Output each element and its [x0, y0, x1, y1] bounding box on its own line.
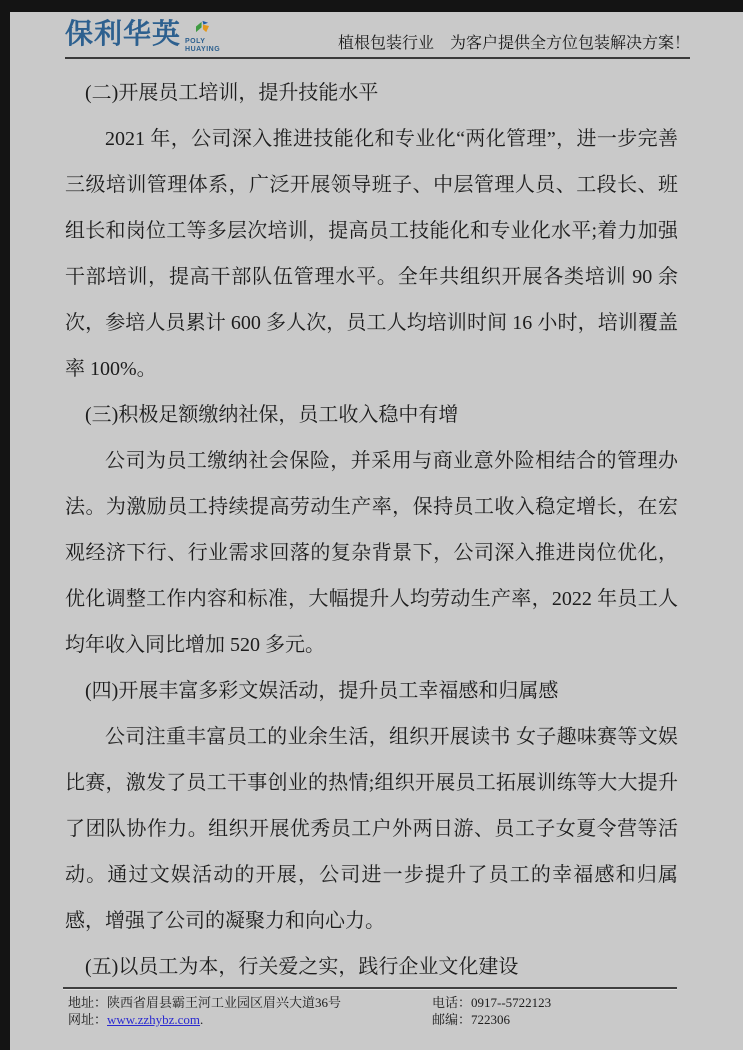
- logo-wordmark: 保利华英: [65, 17, 182, 49]
- page-header: [65, 18, 690, 59]
- logo-pinwheel-icon: [195, 20, 210, 37]
- footer-website-link[interactable]: www.zzhybz.com: [107, 1012, 201, 1027]
- section-heading: (二)开展员工培训，提升技能水平: [85, 82, 379, 104]
- scan-edge-left: [0, 0, 10, 1050]
- body-paragraph: 公司为员工缴纳社会保险，并采用与商业意外险相结合的管理办法。为激励员工持续提高劳动生产率，保持员工收入稳定增长，在宏观经济下行、行业需求回落的复杂背景下，公司深入推进岗位优化，优化调整工作内容和标准，大幅提升人均劳动生产率，2022 年员工人均年收入同比增加 520 多元。: [65, 450, 678, 656]
- document-body: [65, 70, 678, 990]
- logo-subtext-poly: POLY: [185, 37, 206, 45]
- footer-website-label: 网址：: [68, 1012, 108, 1027]
- footer-website-suffix: .: [200, 1012, 204, 1027]
- scan-edge-top: [0, 0, 743, 12]
- body-paragraph: 公司注重丰富员工的业余生活，组织开展读书 女子趣味赛等文娱比赛，激发了员工干事创业的热情;组织开展员工拓展训练等大大提升了团队协作力。组织开展优秀员工户外两日游、员工子女夏令营等活动。通过文娱活动的开展，公司进一步提升了员工的幸福感和归属感，增强了公司的凝聚力和向心力。: [65, 726, 678, 932]
- footer-postal-code: 邮编：722306: [432, 1012, 511, 1027]
- page-footer: [63, 987, 677, 1028]
- header-divider: [65, 57, 690, 59]
- footer-phone: 电话：0917--5722123: [432, 995, 552, 1010]
- footer-divider: [63, 987, 677, 990]
- logo-subtext-huaying: HUAYING: [185, 45, 221, 53]
- section-heading: (五)以员工为本，行关爱之实，践行企业文化建设: [85, 956, 519, 978]
- section-heading: (三)积极足额缴纳社保，员工收入稳中有增: [85, 404, 459, 426]
- body-paragraph: 2021 年，公司深入推进技能化和专业化“两化管理”，进一步完善三级培训管理体系，广泛开展领导班子、中层管理人员、工段长、班组长和岗位工等多层次培训，提高员工技能化和专业化水平;着力加强干部培训，提高干部队伍管理水平。全年共组织开展各类培训 90 余次，参培人员累计 600 多人次，员工人均培训时间 16 小时，培训覆盖率 100%。: [65, 128, 678, 380]
- footer-address: 地址：陕西省眉县霸王河工业园区眉兴大道36号: [68, 995, 342, 1010]
- section-heading: (四)开展丰富多彩文娱活动，提升员工幸福感和归属感: [85, 680, 559, 702]
- company-logo: [65, 17, 221, 54]
- footer-website: [63, 1011, 432, 1028]
- company-tagline: 植根包装行业 为客户提供全方位包装解决方案！: [337, 35, 690, 52]
